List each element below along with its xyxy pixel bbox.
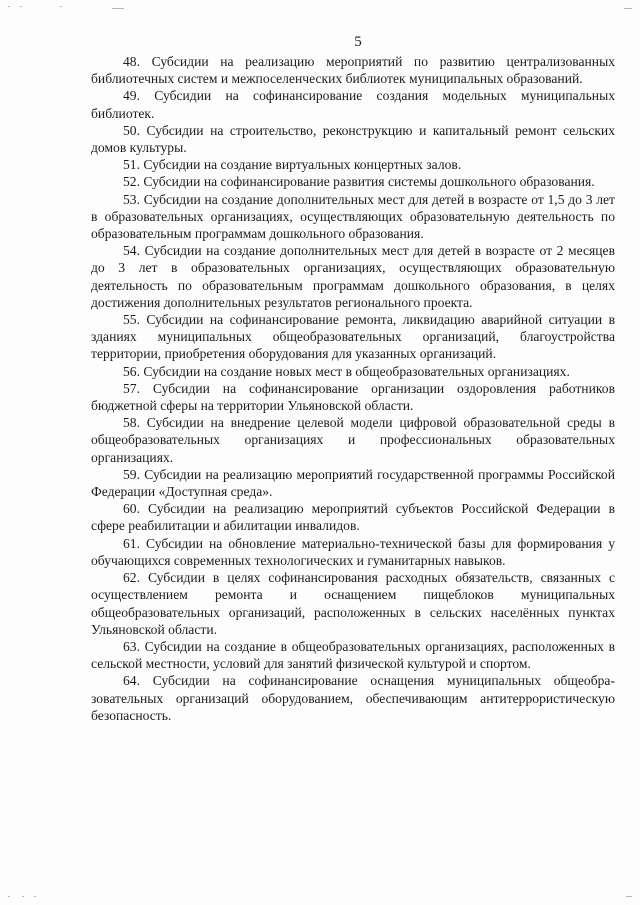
paragraph-51: 51. Субсидии на создание виртуальных концертных залов.	[123, 157, 462, 173]
paragraph-57: 57. Субсидии на софинансирование организации оздоровления работников бюджетной сферы на территории Ульяновской области.	[91, 380, 615, 414]
page-number: 5	[354, 34, 362, 50]
paragraph-60: 60. Субсидии на реализацию мероприятий субъектов Российской Федерации в сфере реабилитации и абилитации инвалидов.	[91, 501, 615, 534]
scan-speck	[22, 896, 24, 897]
paragraph-48: 48. Субсидии на реализацию мероприятий по развитию централизованных библиотечных систем и межпоселенческих библиотек муниципальных образований.	[91, 54, 615, 87]
scan-speck	[626, 896, 632, 897]
scan-speck	[34, 896, 36, 897]
paragraph-62: 62. Субсидии в целях софинансирования расходных обязательств, связанных с осуществлением ремонта и оснащением пищеблоков муниципальных общеобразовательных организаций, расположенных в сельских населённых пунктах Ульяновской области.	[91, 570, 615, 637]
paragraph-54: 54. Субсидии на создание дополнительных мест для детей в возрасте от 2 месяцев до 3 лет в образовательных организациях, осуществляющих образовательную деятельность по образовательным программам дошкольного образования, в целях достижения дополнительных результатов регионального проекта.	[91, 243, 615, 310]
scan-speck	[8, 896, 10, 897]
scan-speck	[8, 6, 10, 7]
paragraph-58: 58. Субсидии на внедрение целевой модели цифровой образовательной среды в общеобразовательных организациях и профессиональных образовательных организациях.	[91, 415, 615, 465]
paragraph-64: 64. Субсидии на софинансирование оснащения муниципальных общеобразовательных организаций оборудованием, обеспечивающим антитеррористическую безопасность.	[91, 673, 615, 723]
paragraph-53: 53. Субсидии на создание дополнительных мест для детей в возрасте от 1,5 до 3 лет в образовательных организациях, осуществляющих образовательную деятельность по образовательным программам дошкольного образования.	[91, 191, 615, 242]
paragraph-59: 59. Субсидии на реализацию мероприятий государственной программы Российской Федерации «Доступная среда».	[91, 466, 615, 500]
paragraph-52: 52. Субсидии на софинансирование развития системы дошкольного образования.	[123, 174, 595, 190]
paragraph-56: 56. Субсидии на создание новых мест в общеобразовательных организациях.	[123, 363, 570, 379]
paragraph-61: 61. Субсидии на обновление материально-технической базы для формирования у обучающихся современных технологических и гуманитарных навыков.	[91, 535, 615, 568]
paragraph-55: 55. Субсидии на софинансирование ремонта, ликвидацию аварийной ситуации в зданиях муниципальных общеобразовательных организаций, благоустройства территории, приобретения оборудования для указанных организаций.	[91, 312, 615, 362]
scan-speck	[112, 8, 124, 9]
paragraph-50: 50. Субсидии на строительство, реконструкцию и капитальный ремонт сельских домов культуры.	[91, 122, 615, 156]
scan-speck	[624, 8, 632, 9]
scan-speck	[20, 6, 22, 7]
scan-speck	[60, 6, 62, 7]
paragraph-list	[91, 53, 615, 724]
paragraph-49: 49. Субсидии на софинансирование создания модельных муниципальных библиотек.	[91, 88, 615, 121]
paragraph-63: 63. Субсидии на создание в общеобразовательных организациях, расположенных в сельской местности, условий для занятий физической культурой и спортом.	[91, 638, 615, 672]
